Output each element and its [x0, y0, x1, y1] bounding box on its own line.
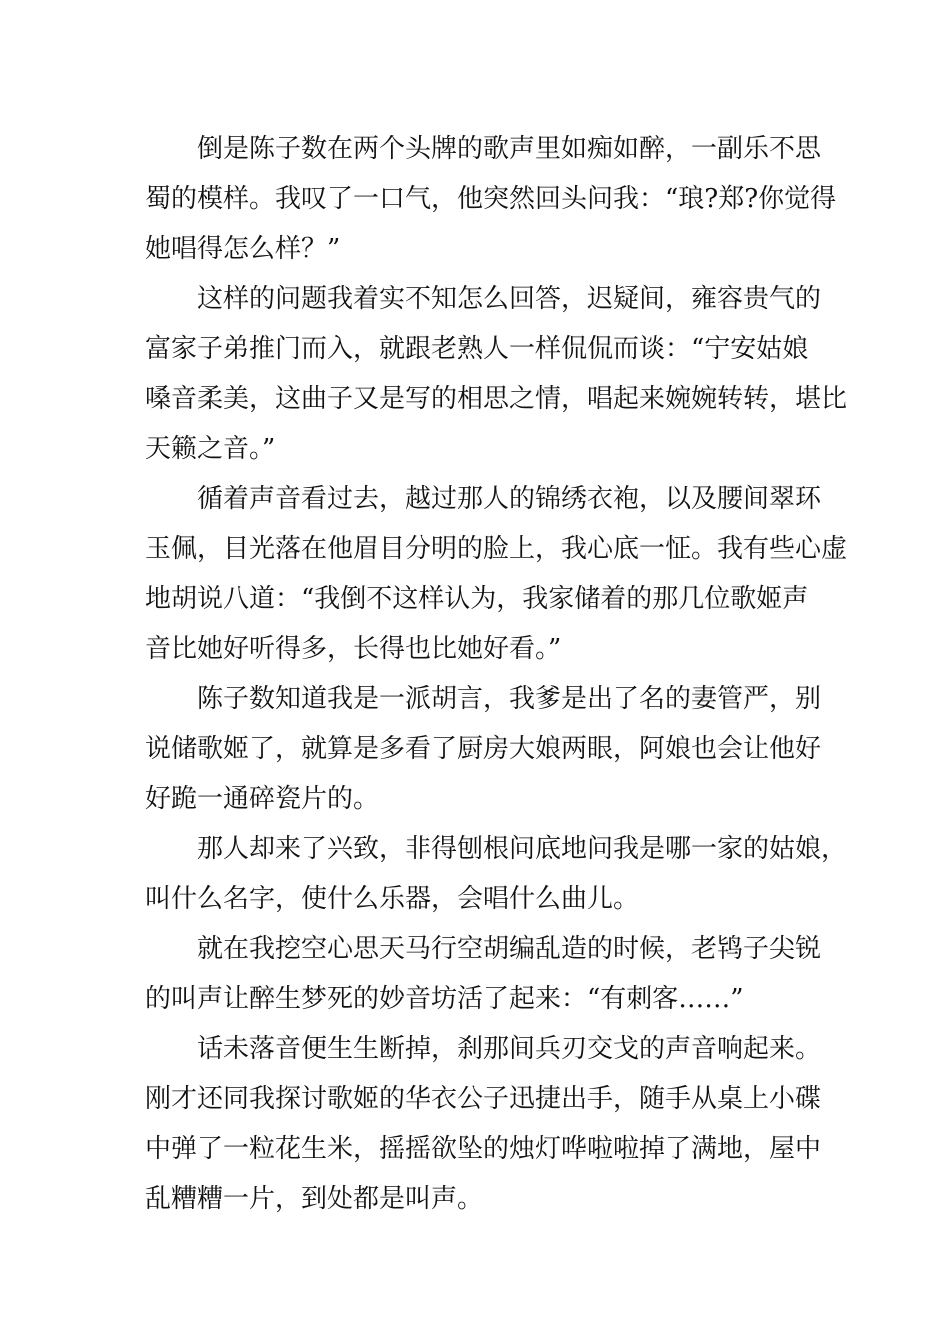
- text-line: 嗓音柔美，这曲子又是写的相思之情，唱起来婉婉转转，堪比: [145, 384, 848, 414]
- paragraph: [145, 824, 848, 924]
- text-line: 话未落音便生生断掉，刹那间兵刃交戈的声音响起来。: [145, 1034, 822, 1064]
- text-line: 中弹了一粒花生米，摇摇欲坠的烛灯哗啦啦掉了满地，屋中: [145, 1134, 822, 1164]
- text-line: 那人却来了兴致，非得刨根问底地问我是哪一家的姑娘，: [145, 834, 848, 864]
- paragraph: [145, 474, 848, 674]
- text-line: 乱糟糟一片，到处都是叫声。: [145, 1184, 484, 1214]
- text-line: 玉佩，目光落在他眉目分明的脸上，我心底一怔。我有些心虚: [145, 534, 848, 564]
- text-line: 叫什么名字，使什么乐器，会唱什么曲儿。: [145, 884, 640, 914]
- text-line: 这样的问题我着实不知怎么回答，迟疑间，雍容贵气的: [145, 284, 822, 314]
- text-line: 的叫声让醉生梦死的妙音坊活了起来：“有刺客……”: [145, 984, 744, 1014]
- body-text: [145, 124, 848, 1224]
- text-line: 蜀的模样。我叹了一口气，他突然回头问我：“琅?郑?你觉得: [145, 184, 837, 214]
- paragraph: [145, 674, 822, 824]
- text-line: 她唱得怎么样？”: [145, 234, 341, 264]
- text-line: 说储歌姬了，就算是多看了厨房大娘两眼，阿娘也会让他好: [145, 734, 822, 764]
- text-line: 陈子数知道我是一派胡言，我爹是出了名的妻管严，别: [145, 684, 822, 714]
- paragraph: [145, 924, 822, 1024]
- text-line: 就在我挖空心思天马行空胡编乱造的时候，老鸨子尖锐: [145, 934, 822, 964]
- text-line: 倒是陈子数在两个头牌的歌声里如痴如醉，一副乐不思: [145, 134, 822, 164]
- text-line: 音比她好听得多，长得也比她好看。”: [145, 634, 562, 664]
- paragraph: [145, 274, 848, 474]
- text-line: 地胡说八道：“我倒不这样认为，我家储着的那几位歌姬声: [145, 584, 809, 614]
- text-line: 好跪一通碎瓷片的。: [145, 784, 380, 814]
- text-line: 富家子弟推门而入，就跟老熟人一样侃侃而谈：“宁安姑娘: [145, 334, 809, 364]
- text-line: 天籁之音。”: [145, 434, 276, 464]
- paragraph: [145, 124, 837, 274]
- paragraph: [145, 1024, 822, 1224]
- text-line: 循着声音看过去，越过那人的锦绣衣袍，以及腰间翠环: [145, 484, 822, 514]
- text-line: 刚才还同我探讨歌姬的华衣公子迅捷出手，随手从桌上小碟: [145, 1084, 822, 1114]
